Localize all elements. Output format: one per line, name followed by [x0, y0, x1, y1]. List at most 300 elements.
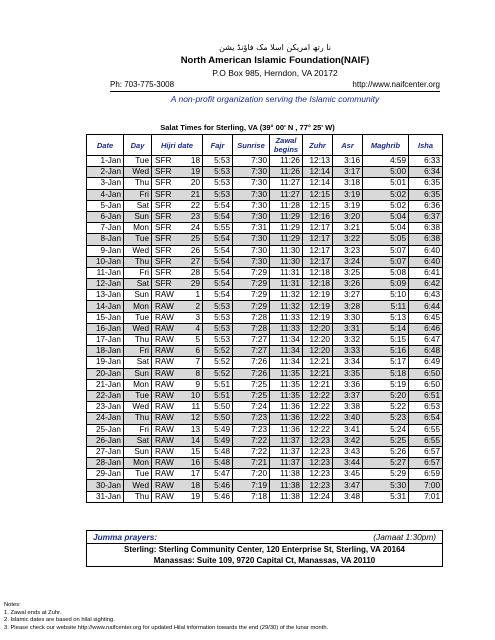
notes-section	[4, 602, 328, 632]
asr-cell: 3:42	[333, 435, 363, 446]
isha-cell: 6:55	[409, 424, 443, 435]
maghrib-cell: 5:23	[363, 413, 409, 424]
zuhr-cell: 12:14	[303, 178, 333, 189]
sunrise-cell: 7:21	[233, 458, 270, 469]
hijri-month-cell: SFR	[152, 267, 185, 278]
zuhr-cell: 12:15	[303, 189, 333, 200]
maghrib-cell: 5:15	[363, 335, 409, 346]
hijri-month-cell: RAW	[152, 413, 185, 424]
day-cell: Wed	[124, 323, 152, 334]
isha-cell: 6:49	[409, 357, 443, 368]
fajr-cell: 5:54	[203, 200, 233, 211]
zawal-cell: 11:26	[270, 167, 303, 178]
table-row	[87, 189, 443, 200]
maghrib-cell: 5:18	[363, 368, 409, 379]
hijri-month-cell: RAW	[152, 390, 185, 401]
hijri-day-cell: 19	[184, 167, 202, 178]
day-cell: Wed	[124, 245, 152, 256]
mailing-address: P.O Box 985, Herndon, VA 20172	[212, 68, 338, 78]
sunrise-cell: 7:30	[233, 200, 270, 211]
sunrise-cell: 7:30	[233, 256, 270, 267]
note-item: 3. Please check our website http://www.naifcenter.org for updated Hilal information towards the end (29/30) of the lunar month.	[4, 624, 329, 631]
sunrise-cell: 7:20	[233, 469, 270, 480]
isha-cell: 6:40	[409, 245, 443, 256]
zawal-cell: 11:29	[270, 211, 303, 222]
zuhr-cell: 12:20	[303, 335, 333, 346]
hijri-day-cell: 18	[184, 480, 202, 491]
fajr-cell: 5:53	[203, 335, 233, 346]
maghrib-cell: 5:27	[363, 458, 409, 469]
asr-cell: 3:45	[333, 469, 363, 480]
zuhr-cell: 12:16	[303, 211, 333, 222]
fajr-cell: 5:47	[203, 469, 233, 480]
fajr-cell: 5:49	[203, 424, 233, 435]
date-cell: 11-Jan	[87, 267, 124, 278]
date-cell: 22-Jan	[87, 390, 124, 401]
jumma-header	[87, 531, 442, 543]
day-cell: Fri	[124, 424, 152, 435]
date-cell: 14-Jan	[87, 301, 124, 312]
col-header-hijri: Hijri date	[152, 135, 203, 156]
maghrib-cell: 5:08	[363, 267, 409, 278]
col-header-date: Date	[87, 135, 124, 156]
fajr-cell: 5:52	[203, 346, 233, 357]
sunrise-cell: 7:30	[233, 167, 270, 178]
isha-cell: 6:38	[409, 223, 443, 234]
isha-cell: 6:55	[409, 435, 443, 446]
hijri-day-cell: 19	[184, 491, 202, 502]
col-header-isha: Isha	[409, 135, 443, 156]
date-cell: 23-Jan	[87, 402, 124, 413]
zuhr-cell: 12:20	[303, 323, 333, 334]
hijri-month-cell: RAW	[152, 290, 185, 301]
asr-cell: 3:19	[333, 200, 363, 211]
zuhr-cell: 12:18	[303, 267, 333, 278]
asr-cell: 3:24	[333, 256, 363, 267]
fajr-cell: 5:51	[203, 379, 233, 390]
fajr-cell: 5:54	[203, 279, 233, 290]
zawal-cell: 11:31	[270, 267, 303, 278]
maghrib-cell: 5:20	[363, 390, 409, 401]
isha-cell: 6:43	[409, 290, 443, 301]
table-row	[87, 234, 443, 245]
date-cell: 30-Jan	[87, 480, 124, 491]
day-cell: Tue	[124, 234, 152, 245]
hijri-day-cell: 5	[184, 335, 202, 346]
table-row	[87, 167, 443, 178]
isha-cell: 7:01	[409, 491, 443, 502]
day-cell: Thu	[124, 413, 152, 424]
table-header-row	[87, 135, 443, 156]
sunrise-cell: 7:29	[233, 279, 270, 290]
table-title: Salat Times for Sterling, VA (39° 00' N , 77° 25' W)	[160, 123, 335, 132]
maghrib-cell: 5:13	[363, 312, 409, 323]
hijri-day-cell: 10	[184, 390, 202, 401]
sunrise-cell: 7:29	[233, 301, 270, 312]
hijri-month-cell: RAW	[152, 435, 185, 446]
zawal-cell: 11:32	[270, 290, 303, 301]
day-cell: Sun	[124, 368, 152, 379]
isha-cell: 6:33	[409, 156, 443, 167]
fajr-cell: 5:53	[203, 156, 233, 167]
zuhr-cell: 12:21	[303, 368, 333, 379]
header-divider	[110, 91, 440, 92]
date-cell: 15-Jan	[87, 312, 124, 323]
hijri-day-cell: 18	[184, 156, 202, 167]
date-cell: 29-Jan	[87, 469, 124, 480]
day-cell: Mon	[124, 301, 152, 312]
date-cell: 28-Jan	[87, 458, 124, 469]
hijri-month-cell: RAW	[152, 491, 185, 502]
asr-cell: 3:43	[333, 446, 363, 457]
zuhr-cell: 12:15	[303, 200, 333, 211]
date-cell: 13-Jan	[87, 290, 124, 301]
isha-cell: 6:53	[409, 402, 443, 413]
org-name: North American Islamic Foundation(NAIF)	[180, 55, 370, 66]
table-row	[87, 335, 443, 346]
date-cell: 27-Jan	[87, 446, 124, 457]
col-header-fajr: Fajr	[203, 135, 233, 156]
isha-cell: 6:44	[409, 301, 443, 312]
hijri-month-cell: RAW	[152, 446, 185, 457]
zawal-cell: 11:33	[270, 323, 303, 334]
asr-cell: 3:27	[333, 290, 363, 301]
fajr-cell: 5:52	[203, 368, 233, 379]
table-row	[87, 156, 443, 167]
col-header-asr: Asr	[333, 135, 363, 156]
asr-cell: 3:35	[333, 368, 363, 379]
day-cell: Tue	[124, 156, 152, 167]
sunrise-cell: 7:25	[233, 379, 270, 390]
sunrise-cell: 7:30	[233, 211, 270, 222]
table-row	[87, 413, 443, 424]
hijri-month-cell: RAW	[152, 469, 185, 480]
asr-cell: 3:25	[333, 267, 363, 278]
sunrise-cell: 7:23	[233, 424, 270, 435]
maghrib-cell: 5:30	[363, 480, 409, 491]
zuhr-cell: 12:20	[303, 346, 333, 357]
maghrib-cell: 5:22	[363, 402, 409, 413]
date-cell: 24-Jan	[87, 413, 124, 424]
jumma-sterling: Sterling: Sterling Community Center, 120 Enterprise St, Sterling, VA 20164	[124, 545, 405, 554]
asr-cell: 3:32	[333, 335, 363, 346]
hijri-month-cell: RAW	[152, 424, 185, 435]
notes-title: Notes:	[4, 602, 21, 608]
day-cell: Fri	[124, 189, 152, 200]
zuhr-cell: 12:22	[303, 413, 333, 424]
fajr-cell: 5:51	[203, 390, 233, 401]
zawal-cell: 11:35	[270, 368, 303, 379]
date-cell: 16-Jan	[87, 323, 124, 334]
day-cell: Thu	[124, 335, 152, 346]
day-cell: Wed	[124, 480, 152, 491]
maghrib-cell: 5:07	[363, 245, 409, 256]
day-cell: Sun	[124, 446, 152, 457]
table-row	[87, 256, 443, 267]
zuhr-cell: 12:17	[303, 223, 333, 234]
zuhr-cell: 12:17	[303, 256, 333, 267]
asr-cell: 3:41	[333, 424, 363, 435]
isha-cell: 6:51	[409, 390, 443, 401]
zuhr-cell: 12:22	[303, 402, 333, 413]
zawal-cell: 11:34	[270, 335, 303, 346]
hijri-day-cell: 27	[184, 256, 202, 267]
hijri-month-cell: RAW	[152, 346, 185, 357]
asr-cell: 3:20	[333, 211, 363, 222]
sunrise-cell: 7:29	[233, 267, 270, 278]
zuhr-cell: 12:21	[303, 379, 333, 390]
day-cell: Sun	[124, 211, 152, 222]
contact-line	[110, 79, 440, 90]
zuhr-cell: 12:23	[303, 480, 333, 491]
fajr-cell: 5:46	[203, 480, 233, 491]
zawal-cell: 11:27	[270, 189, 303, 200]
hijri-month-cell: SFR	[152, 245, 185, 256]
isha-cell: 6:48	[409, 346, 443, 357]
maghrib-cell: 5:09	[363, 279, 409, 290]
col-header-sunrise: Sunrise	[233, 135, 270, 156]
table-row	[87, 223, 443, 234]
sunrise-cell: 7:23	[233, 413, 270, 424]
table-row	[87, 312, 443, 323]
hijri-month-cell: RAW	[152, 357, 185, 368]
date-cell: 20-Jan	[87, 368, 124, 379]
phone-number: Ph: 703-775-3008	[110, 80, 175, 89]
zawal-cell: 11:32	[270, 301, 303, 312]
maghrib-cell: 5:02	[363, 189, 409, 200]
note-item: 1. Zawal ends at Zuhr.	[4, 609, 62, 616]
zuhr-cell: 12:23	[303, 469, 333, 480]
isha-cell: 6:50	[409, 368, 443, 379]
zawal-cell: 11:34	[270, 357, 303, 368]
hijri-day-cell: 28	[184, 267, 202, 278]
table-row	[87, 424, 443, 435]
zawal-cell: 11:30	[270, 245, 303, 256]
table-row	[87, 458, 443, 469]
asr-cell: 3:22	[333, 234, 363, 245]
maghrib-cell: 5:04	[363, 223, 409, 234]
fajr-cell: 5:53	[203, 178, 233, 189]
fajr-cell: 5:46	[203, 491, 233, 502]
fajr-cell: 5:54	[203, 211, 233, 222]
zawal-cell: 11:35	[270, 390, 303, 401]
date-cell: 6-Jan	[87, 211, 124, 222]
table-row	[87, 491, 443, 502]
hijri-month-cell: SFR	[152, 211, 185, 222]
date-cell: 2-Jan	[87, 167, 124, 178]
hijri-day-cell: 25	[184, 234, 202, 245]
day-cell: Sat	[124, 357, 152, 368]
isha-cell: 6:34	[409, 167, 443, 178]
org-tagline: A non-profit organization serving the Islamic community	[170, 94, 380, 104]
urdu-org-name: نا رتھ امریکن اسلا مک فاؤنڈ یشن	[219, 43, 331, 52]
sunrise-cell: 7:27	[233, 335, 270, 346]
isha-cell: 6:59	[409, 469, 443, 480]
zawal-cell: 11:27	[270, 178, 303, 189]
hijri-day-cell: 21	[184, 189, 202, 200]
day-cell: Fri	[124, 346, 152, 357]
table-row	[87, 379, 443, 390]
sunrise-cell: 7:28	[233, 312, 270, 323]
zawal-cell: 11:36	[270, 424, 303, 435]
day-cell: Mon	[124, 458, 152, 469]
fajr-cell: 5:49	[203, 435, 233, 446]
asr-cell: 3:47	[333, 480, 363, 491]
hijri-day-cell: 14	[184, 435, 202, 446]
fajr-cell: 5:54	[203, 267, 233, 278]
isha-cell: 6:45	[409, 312, 443, 323]
zuhr-cell: 12:24	[303, 491, 333, 502]
asr-cell: 3:33	[333, 346, 363, 357]
zuhr-cell: 12:22	[303, 424, 333, 435]
sunrise-cell: 7:31	[233, 223, 270, 234]
asr-cell: 3:18	[333, 178, 363, 189]
date-cell: 21-Jan	[87, 379, 124, 390]
day-cell: Wed	[124, 402, 152, 413]
isha-cell: 6:36	[409, 200, 443, 211]
hijri-month-cell: RAW	[152, 480, 185, 491]
day-cell: Sat	[124, 200, 152, 211]
asr-cell: 3:19	[333, 189, 363, 200]
sunrise-cell: 7:27	[233, 346, 270, 357]
website-link[interactable]: http://www.naifcenter.org	[352, 80, 440, 89]
col-header-maghrib: Maghrib	[363, 135, 409, 156]
day-cell: Thu	[124, 256, 152, 267]
table-row	[87, 390, 443, 401]
maghrib-cell: 5:07	[363, 256, 409, 267]
hijri-day-cell: 7	[184, 357, 202, 368]
date-cell: 17-Jan	[87, 335, 124, 346]
table-row	[87, 368, 443, 379]
hijri-month-cell: SFR	[152, 279, 185, 290]
zuhr-cell: 12:17	[303, 245, 333, 256]
isha-cell: 6:35	[409, 178, 443, 189]
hijri-day-cell: 29	[184, 279, 202, 290]
document-header	[110, 42, 440, 105]
maghrib-cell: 5:05	[363, 234, 409, 245]
sunrise-cell: 7:26	[233, 357, 270, 368]
hijri-day-cell: 6	[184, 346, 202, 357]
day-cell: Sat	[124, 435, 152, 446]
zuhr-cell: 12:21	[303, 357, 333, 368]
date-cell: 8-Jan	[87, 234, 124, 245]
isha-cell: 6:54	[409, 413, 443, 424]
sunrise-cell: 7:18	[233, 491, 270, 502]
zawal-cell: 11:33	[270, 312, 303, 323]
hijri-month-cell: SFR	[152, 178, 185, 189]
table-row	[87, 211, 443, 222]
zawal-cell: 11:29	[270, 234, 303, 245]
zuhr-cell: 12:23	[303, 435, 333, 446]
hijri-month-cell: SFR	[152, 167, 185, 178]
isha-cell: 6:38	[409, 234, 443, 245]
hijri-day-cell: 20	[184, 178, 202, 189]
zawal-cell: 11:38	[270, 469, 303, 480]
maghrib-cell: 5:00	[363, 167, 409, 178]
maghrib-cell: 5:29	[363, 469, 409, 480]
date-cell: 12-Jan	[87, 279, 124, 290]
zawal-cell: 11:38	[270, 480, 303, 491]
maghrib-cell: 5:31	[363, 491, 409, 502]
fajr-cell: 5:53	[203, 167, 233, 178]
isha-cell: 7:00	[409, 480, 443, 491]
date-cell: 5-Jan	[87, 200, 124, 211]
zuhr-cell: 12:18	[303, 279, 333, 290]
maghrib-cell: 5:11	[363, 301, 409, 312]
table-row	[87, 301, 443, 312]
zawal-cell: 11:37	[270, 458, 303, 469]
table-row	[87, 480, 443, 491]
maghrib-cell: 5:04	[363, 211, 409, 222]
day-cell: Tue	[124, 469, 152, 480]
table-row	[87, 200, 443, 211]
asr-cell: 3:38	[333, 402, 363, 413]
hijri-day-cell: 24	[184, 223, 202, 234]
date-cell: 25-Jan	[87, 424, 124, 435]
table-row	[87, 346, 443, 357]
hijri-day-cell: 1	[184, 290, 202, 301]
table-row	[87, 178, 443, 189]
fajr-cell: 5:54	[203, 245, 233, 256]
isha-cell: 6:40	[409, 256, 443, 267]
isha-cell: 6:57	[409, 446, 443, 457]
hijri-day-cell: 16	[184, 458, 202, 469]
asr-cell: 3:34	[333, 357, 363, 368]
sunrise-cell: 7:30	[233, 178, 270, 189]
isha-cell: 6:35	[409, 189, 443, 200]
fajr-cell: 5:52	[203, 357, 233, 368]
date-cell: 31-Jan	[87, 491, 124, 502]
fajr-cell: 5:48	[203, 458, 233, 469]
isha-cell: 6:50	[409, 379, 443, 390]
day-cell: Thu	[124, 491, 152, 502]
hijri-month-cell: SFR	[152, 189, 185, 200]
isha-cell: 6:42	[409, 279, 443, 290]
sunrise-cell: 7:24	[233, 402, 270, 413]
isha-cell: 6:41	[409, 267, 443, 278]
day-cell: Tue	[124, 312, 152, 323]
table-row	[87, 267, 443, 278]
hijri-month-cell: SFR	[152, 256, 185, 267]
zawal-cell: 11:30	[270, 256, 303, 267]
isha-cell: 6:57	[409, 458, 443, 469]
hijri-month-cell: SFR	[152, 156, 185, 167]
asr-cell: 3:26	[333, 279, 363, 290]
col-header-zuhr: Zuhr	[303, 135, 333, 156]
zawal-cell: 11:35	[270, 379, 303, 390]
jumma-manassas: Manassas: Suite 109, 9720 Capital Ct, Manassas, VA 20110	[153, 556, 376, 565]
hijri-month-cell: RAW	[152, 312, 185, 323]
sunrise-cell: 7:30	[233, 234, 270, 245]
date-cell: 19-Jan	[87, 357, 124, 368]
hijri-month-cell: RAW	[152, 458, 185, 469]
maghrib-cell: 5:17	[363, 357, 409, 368]
hijri-month-cell: RAW	[152, 323, 185, 334]
fajr-cell: 5:53	[203, 323, 233, 334]
asr-cell: 3:16	[333, 156, 363, 167]
table-row	[87, 323, 443, 334]
maghrib-cell: 5:10	[363, 290, 409, 301]
hijri-month-cell: RAW	[152, 379, 185, 390]
hijri-month-cell: SFR	[152, 234, 185, 245]
fajr-cell: 5:53	[203, 189, 233, 200]
maghrib-cell: 5:25	[363, 435, 409, 446]
hijri-day-cell: 2	[184, 301, 202, 312]
table-row	[87, 357, 443, 368]
maghrib-cell: 4:59	[363, 156, 409, 167]
zawal-cell: 11:37	[270, 446, 303, 457]
hijri-day-cell: 12	[184, 413, 202, 424]
